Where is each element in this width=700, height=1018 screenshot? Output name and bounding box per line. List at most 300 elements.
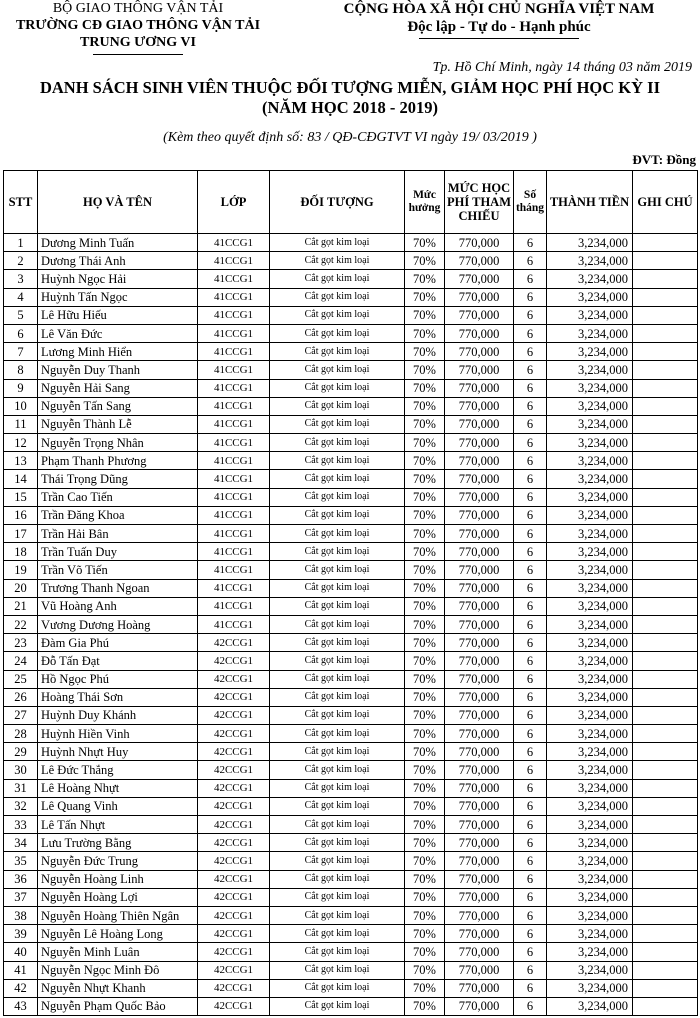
- row-amount: 3,234,000: [547, 906, 633, 924]
- row-rate: 70%: [405, 997, 445, 1015]
- row-rate: 70%: [405, 906, 445, 924]
- row-note: [633, 816, 698, 834]
- row-note: [633, 779, 698, 797]
- row-target: Cắt gọt kim loại: [270, 252, 405, 270]
- row-stt: 10: [4, 397, 38, 415]
- row-stt: 19: [4, 561, 38, 579]
- row-target: Cắt gọt kim loại: [270, 234, 405, 252]
- row-rate: 70%: [405, 652, 445, 670]
- row-note: [633, 288, 698, 306]
- row-fee: 770,000: [445, 834, 514, 852]
- table-row: [4, 324, 698, 342]
- row-name: Nguyễn Hoàng Linh: [38, 870, 198, 888]
- row-class: 41CCG1: [198, 615, 270, 633]
- row-stt: 13: [4, 452, 38, 470]
- row-name: Trần Cao Tiến: [38, 488, 198, 506]
- row-fee: 770,000: [445, 816, 514, 834]
- row-fee: 770,000: [445, 270, 514, 288]
- row-class: 41CCG1: [198, 306, 270, 324]
- row-amount: 3,234,000: [547, 379, 633, 397]
- row-months: 6: [514, 270, 547, 288]
- row-target: Cắt gọt kim loại: [270, 452, 405, 470]
- row-stt: 2: [4, 252, 38, 270]
- row-note: [633, 906, 698, 924]
- row-name: Phạm Thanh Phương: [38, 452, 198, 470]
- row-class: 41CCG1: [198, 415, 270, 433]
- row-stt: 43: [4, 997, 38, 1015]
- row-target: Cắt gọt kim loại: [270, 761, 405, 779]
- row-fee: 770,000: [445, 324, 514, 342]
- row-amount: 3,234,000: [547, 470, 633, 488]
- row-amount: 3,234,000: [547, 234, 633, 252]
- row-class: 41CCG1: [198, 506, 270, 524]
- row-stt: 30: [4, 761, 38, 779]
- row-class: 42CCG1: [198, 743, 270, 761]
- row-note: [633, 579, 698, 597]
- row-amount: 3,234,000: [547, 597, 633, 615]
- row-rate: 70%: [405, 797, 445, 815]
- row-stt: 24: [4, 652, 38, 670]
- row-amount: 3,234,000: [547, 706, 633, 724]
- row-rate: 70%: [405, 925, 445, 943]
- row-rate: 70%: [405, 688, 445, 706]
- row-amount: 3,234,000: [547, 670, 633, 688]
- row-rate: 70%: [405, 470, 445, 488]
- row-note: [633, 361, 698, 379]
- row-class: 41CCG1: [198, 452, 270, 470]
- row-target: Cắt gọt kim loại: [270, 270, 405, 288]
- row-target: Cắt gọt kim loại: [270, 652, 405, 670]
- row-amount: 3,234,000: [547, 834, 633, 852]
- row-months: 6: [514, 452, 547, 470]
- row-months: 6: [514, 343, 547, 361]
- row-rate: 70%: [405, 725, 445, 743]
- col-header-fee: MỨC HỌC PHÍ THAM CHIẾU: [445, 171, 514, 234]
- row-note: [633, 597, 698, 615]
- row-fee: 770,000: [445, 979, 514, 997]
- row-months: 6: [514, 579, 547, 597]
- row-class: 41CCG1: [198, 234, 270, 252]
- table-row: [4, 925, 698, 943]
- row-target: Cắt gọt kim loại: [270, 543, 405, 561]
- row-months: 6: [514, 706, 547, 724]
- row-target: Cắt gọt kim loại: [270, 943, 405, 961]
- row-rate: 70%: [405, 852, 445, 870]
- row-note: [633, 397, 698, 415]
- row-amount: 3,234,000: [547, 925, 633, 943]
- row-months: 6: [514, 979, 547, 997]
- table-row: [4, 288, 698, 306]
- row-class: 41CCG1: [198, 288, 270, 306]
- row-amount: 3,234,000: [547, 943, 633, 961]
- row-rate: 70%: [405, 888, 445, 906]
- row-amount: 3,234,000: [547, 852, 633, 870]
- row-rate: 70%: [405, 615, 445, 633]
- table-row: [4, 743, 698, 761]
- row-class: 42CCG1: [198, 888, 270, 906]
- row-rate: 70%: [405, 270, 445, 288]
- row-name: Nguyễn Nhựt Khanh: [38, 979, 198, 997]
- table-header-row: [4, 171, 698, 234]
- col-header-name: HỌ VÀ TÊN: [38, 171, 198, 234]
- row-stt: 27: [4, 706, 38, 724]
- row-name: Lê Đức Thắng: [38, 761, 198, 779]
- row-target: Cắt gọt kim loại: [270, 306, 405, 324]
- row-rate: 70%: [405, 761, 445, 779]
- row-name: Lê Văn Đức: [38, 324, 198, 342]
- row-stt: 22: [4, 615, 38, 633]
- row-rate: 70%: [405, 670, 445, 688]
- row-target: Cắt gọt kim loại: [270, 925, 405, 943]
- row-stt: 1: [4, 234, 38, 252]
- row-name: Nguyễn Duy Thanh: [38, 361, 198, 379]
- row-note: [633, 306, 698, 324]
- row-class: 41CCG1: [198, 470, 270, 488]
- row-amount: 3,234,000: [547, 797, 633, 815]
- row-stt: 28: [4, 725, 38, 743]
- row-fee: 770,000: [445, 415, 514, 433]
- row-class: 42CCG1: [198, 925, 270, 943]
- table-row: [4, 852, 698, 870]
- row-note: [633, 997, 698, 1015]
- row-stt: 23: [4, 634, 38, 652]
- row-fee: 770,000: [445, 397, 514, 415]
- national-motto: Độc lập - Tự do - Hạnh phúc: [407, 19, 591, 35]
- row-stt: 11: [4, 415, 38, 433]
- table-row: [4, 816, 698, 834]
- row-stt: 14: [4, 470, 38, 488]
- row-class: 41CCG1: [198, 379, 270, 397]
- row-name: Lê Tấn Nhựt: [38, 816, 198, 834]
- row-class: 42CCG1: [198, 997, 270, 1015]
- row-fee: 770,000: [445, 543, 514, 561]
- row-rate: 70%: [405, 543, 445, 561]
- row-class: 41CCG1: [198, 525, 270, 543]
- row-class: 42CCG1: [198, 943, 270, 961]
- row-name: Đỗ Tấn Đạt: [38, 652, 198, 670]
- table-row: [4, 943, 698, 961]
- row-amount: 3,234,000: [547, 506, 633, 524]
- row-stt: 16: [4, 506, 38, 524]
- row-note: [633, 525, 698, 543]
- row-class: 42CCG1: [198, 688, 270, 706]
- row-rate: 70%: [405, 597, 445, 615]
- row-target: Cắt gọt kim loại: [270, 488, 405, 506]
- row-stt: 25: [4, 670, 38, 688]
- table-row: [4, 379, 698, 397]
- table-row: [4, 870, 698, 888]
- row-months: 6: [514, 652, 547, 670]
- row-amount: 3,234,000: [547, 634, 633, 652]
- table-row: [4, 961, 698, 979]
- row-amount: 3,234,000: [547, 615, 633, 633]
- row-amount: 3,234,000: [547, 415, 633, 433]
- row-stt: 17: [4, 525, 38, 543]
- row-rate: 70%: [405, 434, 445, 452]
- row-months: 6: [514, 434, 547, 452]
- row-class: 42CCG1: [198, 961, 270, 979]
- row-rate: 70%: [405, 816, 445, 834]
- row-rate: 70%: [405, 397, 445, 415]
- row-fee: 770,000: [445, 452, 514, 470]
- table-row: [4, 561, 698, 579]
- row-amount: 3,234,000: [547, 252, 633, 270]
- row-note: [633, 652, 698, 670]
- row-amount: 3,234,000: [547, 997, 633, 1015]
- row-fee: 770,000: [445, 761, 514, 779]
- table-row: [4, 670, 698, 688]
- row-target: Cắt gọt kim loại: [270, 670, 405, 688]
- row-fee: 770,000: [445, 688, 514, 706]
- table-row: [4, 706, 698, 724]
- row-note: [633, 852, 698, 870]
- row-months: 6: [514, 925, 547, 943]
- row-name: Nguyễn Ngọc Minh Đô: [38, 961, 198, 979]
- row-target: Cắt gọt kim loại: [270, 434, 405, 452]
- row-name: Nguyễn Lê Hoàng Long: [38, 925, 198, 943]
- row-amount: 3,234,000: [547, 343, 633, 361]
- row-rate: 70%: [405, 324, 445, 342]
- row-rate: 70%: [405, 361, 445, 379]
- row-note: [633, 979, 698, 997]
- row-name: Trần Võ Tiến: [38, 561, 198, 579]
- row-name: Nguyễn Hải Sang: [38, 379, 198, 397]
- table-row: [4, 761, 698, 779]
- row-class: 42CCG1: [198, 652, 270, 670]
- row-class: 41CCG1: [198, 579, 270, 597]
- row-amount: 3,234,000: [547, 434, 633, 452]
- row-target: Cắt gọt kim loại: [270, 797, 405, 815]
- row-rate: 70%: [405, 288, 445, 306]
- row-class: 42CCG1: [198, 706, 270, 724]
- row-target: Cắt gọt kim loại: [270, 852, 405, 870]
- header-underline: [93, 54, 183, 55]
- row-months: 6: [514, 943, 547, 961]
- col-header-stt: STT: [4, 171, 38, 234]
- row-name: Hồ Ngọc Phú: [38, 670, 198, 688]
- row-note: [633, 252, 698, 270]
- row-target: Cắt gọt kim loại: [270, 888, 405, 906]
- row-months: 6: [514, 415, 547, 433]
- col-header-target: ĐỐI TƯỢNG: [270, 171, 405, 234]
- row-fee: 770,000: [445, 706, 514, 724]
- row-stt: 12: [4, 434, 38, 452]
- motto-underline: [419, 38, 579, 39]
- row-fee: 770,000: [445, 725, 514, 743]
- row-class: 41CCG1: [198, 434, 270, 452]
- row-stt: 33: [4, 816, 38, 834]
- row-rate: 70%: [405, 979, 445, 997]
- row-months: 6: [514, 997, 547, 1015]
- row-months: 6: [514, 852, 547, 870]
- row-name: Huỳnh Nhựt Huy: [38, 743, 198, 761]
- row-stt: 3: [4, 270, 38, 288]
- row-stt: 18: [4, 543, 38, 561]
- row-name: Huỳnh Tấn Ngọc: [38, 288, 198, 306]
- table-row: [4, 834, 698, 852]
- row-stt: 37: [4, 888, 38, 906]
- row-rate: 70%: [405, 743, 445, 761]
- row-target: Cắt gọt kim loại: [270, 688, 405, 706]
- row-note: [633, 743, 698, 761]
- row-fee: 770,000: [445, 652, 514, 670]
- row-stt: 39: [4, 925, 38, 943]
- row-note: [633, 415, 698, 433]
- row-stt: 35: [4, 852, 38, 870]
- row-class: 42CCG1: [198, 979, 270, 997]
- row-amount: 3,234,000: [547, 979, 633, 997]
- row-target: Cắt gọt kim loại: [270, 979, 405, 997]
- row-rate: 70%: [405, 234, 445, 252]
- row-name: Dương Thái Anh: [38, 252, 198, 270]
- col-header-amount: THÀNH TIỀN: [547, 171, 633, 234]
- row-months: 6: [514, 252, 547, 270]
- row-months: 6: [514, 525, 547, 543]
- row-note: [633, 961, 698, 979]
- row-fee: 770,000: [445, 506, 514, 524]
- row-rate: 70%: [405, 525, 445, 543]
- table-body: [4, 234, 698, 1016]
- row-fee: 770,000: [445, 561, 514, 579]
- table-row: [4, 579, 698, 597]
- row-rate: 70%: [405, 561, 445, 579]
- row-class: 42CCG1: [198, 779, 270, 797]
- school-name-line2: TRUNG ƯƠNG VI: [80, 35, 196, 50]
- row-fee: 770,000: [445, 997, 514, 1015]
- row-months: 6: [514, 634, 547, 652]
- table-row: [4, 488, 698, 506]
- row-fee: 770,000: [445, 906, 514, 924]
- table-row: [4, 543, 698, 561]
- row-fee: 770,000: [445, 961, 514, 979]
- row-name: Huỳnh Hiền Vinh: [38, 725, 198, 743]
- row-class: 41CCG1: [198, 324, 270, 342]
- table-row: [4, 597, 698, 615]
- row-rate: 70%: [405, 379, 445, 397]
- row-months: 6: [514, 743, 547, 761]
- row-months: 6: [514, 379, 547, 397]
- row-note: [633, 670, 698, 688]
- row-name: Trần Đăng Khoa: [38, 506, 198, 524]
- row-note: [633, 488, 698, 506]
- document-title: [0, 78, 700, 118]
- row-amount: 3,234,000: [547, 488, 633, 506]
- row-class: 42CCG1: [198, 816, 270, 834]
- row-name: Lưu Trường Bằng: [38, 834, 198, 852]
- row-target: Cắt gọt kim loại: [270, 470, 405, 488]
- row-fee: 770,000: [445, 525, 514, 543]
- row-rate: 70%: [405, 452, 445, 470]
- row-name: Vương Dương Hoàng: [38, 615, 198, 633]
- row-stt: 36: [4, 870, 38, 888]
- table-row: [4, 906, 698, 924]
- student-table: [3, 170, 698, 1016]
- row-target: Cắt gọt kim loại: [270, 415, 405, 433]
- row-note: [633, 688, 698, 706]
- row-fee: 770,000: [445, 306, 514, 324]
- currency-unit: ĐVT: Đồng: [632, 152, 696, 167]
- row-amount: 3,234,000: [547, 761, 633, 779]
- table-row: [4, 415, 698, 433]
- title-line-1: DANH SÁCH SINH VIÊN THUỘC ĐỐI TƯỢNG MIỄN, GIẢM HỌC PHÍ HỌC KỲ II: [39, 78, 661, 97]
- row-fee: 770,000: [445, 343, 514, 361]
- row-name: Dương Minh Tuấn: [38, 234, 198, 252]
- row-months: 6: [514, 470, 547, 488]
- row-fee: 770,000: [445, 743, 514, 761]
- row-note: [633, 706, 698, 724]
- row-name: Hoàng Thái Sơn: [38, 688, 198, 706]
- row-name: Nguyễn Trọng Nhân: [38, 434, 198, 452]
- row-note: [633, 797, 698, 815]
- row-amount: 3,234,000: [547, 779, 633, 797]
- row-rate: 70%: [405, 306, 445, 324]
- row-note: [633, 434, 698, 452]
- title-line-2: (NĂM HỌC 2018 - 2019): [262, 98, 438, 117]
- row-name: Trần Tuấn Duy: [38, 543, 198, 561]
- row-stt: 42: [4, 979, 38, 997]
- row-target: Cắt gọt kim loại: [270, 706, 405, 724]
- row-note: [633, 324, 698, 342]
- row-months: 6: [514, 324, 547, 342]
- row-target: Cắt gọt kim loại: [270, 834, 405, 852]
- row-note: [633, 506, 698, 524]
- table-row: [4, 361, 698, 379]
- row-class: 41CCG1: [198, 397, 270, 415]
- row-months: 6: [514, 779, 547, 797]
- row-amount: 3,234,000: [547, 561, 633, 579]
- table-row: [4, 452, 698, 470]
- row-name: Nguyễn Hoàng Lợi: [38, 888, 198, 906]
- table-row: [4, 234, 698, 252]
- table-row: [4, 252, 698, 270]
- row-rate: 70%: [405, 870, 445, 888]
- row-rate: 70%: [405, 634, 445, 652]
- row-target: Cắt gọt kim loại: [270, 779, 405, 797]
- row-amount: 3,234,000: [547, 961, 633, 979]
- row-months: 6: [514, 361, 547, 379]
- row-name: Thái Trọng Dũng: [38, 470, 198, 488]
- row-fee: 770,000: [445, 670, 514, 688]
- row-months: 6: [514, 615, 547, 633]
- row-months: 6: [514, 561, 547, 579]
- row-name: Trương Thanh Ngoan: [38, 579, 198, 597]
- row-fee: 770,000: [445, 579, 514, 597]
- row-note: [633, 834, 698, 852]
- row-fee: 770,000: [445, 779, 514, 797]
- col-header-class: LỚP: [198, 171, 270, 234]
- table-row: [4, 634, 698, 652]
- row-class: 42CCG1: [198, 834, 270, 852]
- row-note: [633, 925, 698, 943]
- table-row: [4, 434, 698, 452]
- col-header-rate: Mức hưởng: [405, 171, 445, 234]
- row-fee: 770,000: [445, 470, 514, 488]
- row-months: 6: [514, 688, 547, 706]
- row-fee: 770,000: [445, 797, 514, 815]
- row-amount: 3,234,000: [547, 270, 633, 288]
- row-fee: 770,000: [445, 870, 514, 888]
- country-name: CỘNG HÒA XÃ HỘI CHỦ NGHĨA VIỆT NAM: [343, 1, 655, 17]
- row-class: 41CCG1: [198, 597, 270, 615]
- row-note: [633, 470, 698, 488]
- row-target: Cắt gọt kim loại: [270, 361, 405, 379]
- row-note: [633, 761, 698, 779]
- row-fee: 770,000: [445, 361, 514, 379]
- row-months: 6: [514, 761, 547, 779]
- row-note: [633, 615, 698, 633]
- row-class: 42CCG1: [198, 870, 270, 888]
- institution-header: [4, 0, 272, 55]
